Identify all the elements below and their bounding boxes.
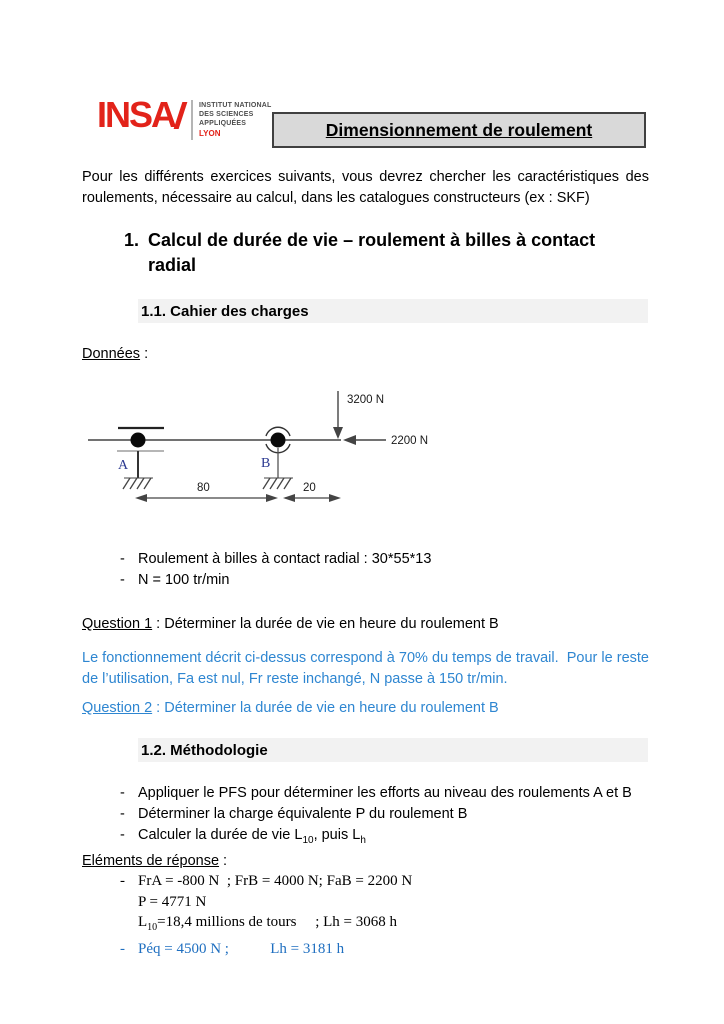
insa-logo-wordmark: INSA [97,94,176,135]
bearing-a-ground-hatch [123,478,151,489]
document-title: Dimensionnement de roulement [325,119,593,140]
bearing-a-label: A [118,458,129,473]
section-1-2-heading [138,738,648,762]
elements-colon: : [219,853,228,869]
list-item [120,549,640,570]
answers-list [120,871,650,959]
list-item-text: Appliquer le PFS pour déterminer les efforts au niveau des roulements A et B [138,785,632,801]
logo-org-line: APPLIQUÉES [199,120,247,127]
methodology-list [120,783,650,851]
dim-80-right-arrowhead [266,494,278,502]
dim-20-label: 20 [303,482,316,494]
dim-80-label: 80 [197,482,210,494]
insa-logo-slash [174,102,188,129]
dim-80-left-arrowhead [135,494,147,502]
bearing-b-ground-hatch [263,478,291,489]
bullet-dash: - [120,785,125,801]
bullet-dash: - [120,827,125,843]
subscript-h: h [360,834,366,846]
dim-20-right-arrowhead [329,494,341,502]
insa-logo-org-block [199,98,271,139]
force-down-arrowhead [333,427,343,439]
question-2-label: Question 2 [82,700,153,716]
bearing-a-ball [131,433,146,448]
bullet-dash: - [120,572,125,588]
subscript-10: 10 [302,834,314,846]
answer-line [120,871,650,892]
list-item [120,804,650,825]
answer-line-blue [120,939,650,960]
question-1-label: Question 1 [82,616,153,632]
bearing-b-label: B [261,456,271,471]
list-item-text: Déterminer la charge équivalente P du roulement B [138,806,468,822]
document-title-box [272,112,646,148]
question-2 [82,700,649,716]
subscript-10: 10 [147,922,158,933]
answer-line: P = 4771 N [138,893,207,910]
section-1-number: 1. [124,230,140,250]
bearing-b-ball [271,433,286,448]
list-item-text: Roulement à billes à contact radial : 30*55*13 [138,551,432,567]
logo-org-line: INSTITUT NATIONAL [199,102,272,109]
list-item [120,825,650,851]
force-left-arrowhead [343,435,356,445]
bullet-dash: - [120,551,125,567]
section-1-title: Calcul de durée de vie – roulement à billes à contact radial [148,230,596,275]
section-1-1-title: 1.1. Cahier des charges [141,302,309,320]
logo-city-label: LYON [199,129,221,138]
bullet-dash: - [120,873,125,889]
question-1-text: : Déterminer la durée de vie en heure du roulement B [152,616,499,632]
force-left-label: 2200 N [391,435,429,447]
force-down-label: 3200 N [347,394,385,406]
donnees-label [82,346,148,362]
section-1-2-title: 1.2. Méthodologie [141,741,268,759]
answer-text: Péq = 4500 N ; Lh = 3181 h [138,940,345,957]
data-bullet-list [120,549,640,591]
insa-logo [97,94,272,154]
elements-label-underlined: Eléments de réponse [82,853,220,869]
logo-divider [191,100,193,140]
list-item-text: Calculer la durée de vie $L_{10}$, puis $L_h$ [138,827,366,846]
intro-paragraph: Pour les différents exercices suivants, vous devrez chercher les caractéristiques des roulements, nécessaire au calcul, dans les catalogues constructeurs (ex : SKF) [82,169,649,206]
section-1-heading [124,228,644,278]
question-2-text: : Déterminer la durée de vie en heure du roulement B [152,700,499,716]
list-item [120,783,650,804]
bullet-dash: - [120,806,125,822]
logo-org-line: DES SCIENCES [199,111,254,118]
dim-20-left-arrowhead [283,494,295,502]
section-1-1-heading [138,299,648,323]
elements-reponse-label [82,853,227,869]
donnees-colon: : [140,346,149,362]
note-paragraph-blue: Le fonctionnement décrit ci-dessus correspond à 70% du temps de travail. Pour le reste de l’utilisation, Fa est nul, Fr reste inchangé, N passe à 150 tr/min. [82,650,654,687]
donnees-label-underlined: Données [82,346,141,362]
question-1 [82,616,649,632]
answer-line: $L_{10}=18,4$ millions de tours ; Lh = 3068 h [138,914,398,933]
bullet-dash: - [120,940,125,957]
list-item [120,570,640,591]
answer-text: FrA = -800 N ; FrB = 4000 N; FaB = 2200 N [138,873,413,889]
bearing-load-diagram [85,388,450,515]
list-item-text: N = 100 tr/min [138,572,230,588]
